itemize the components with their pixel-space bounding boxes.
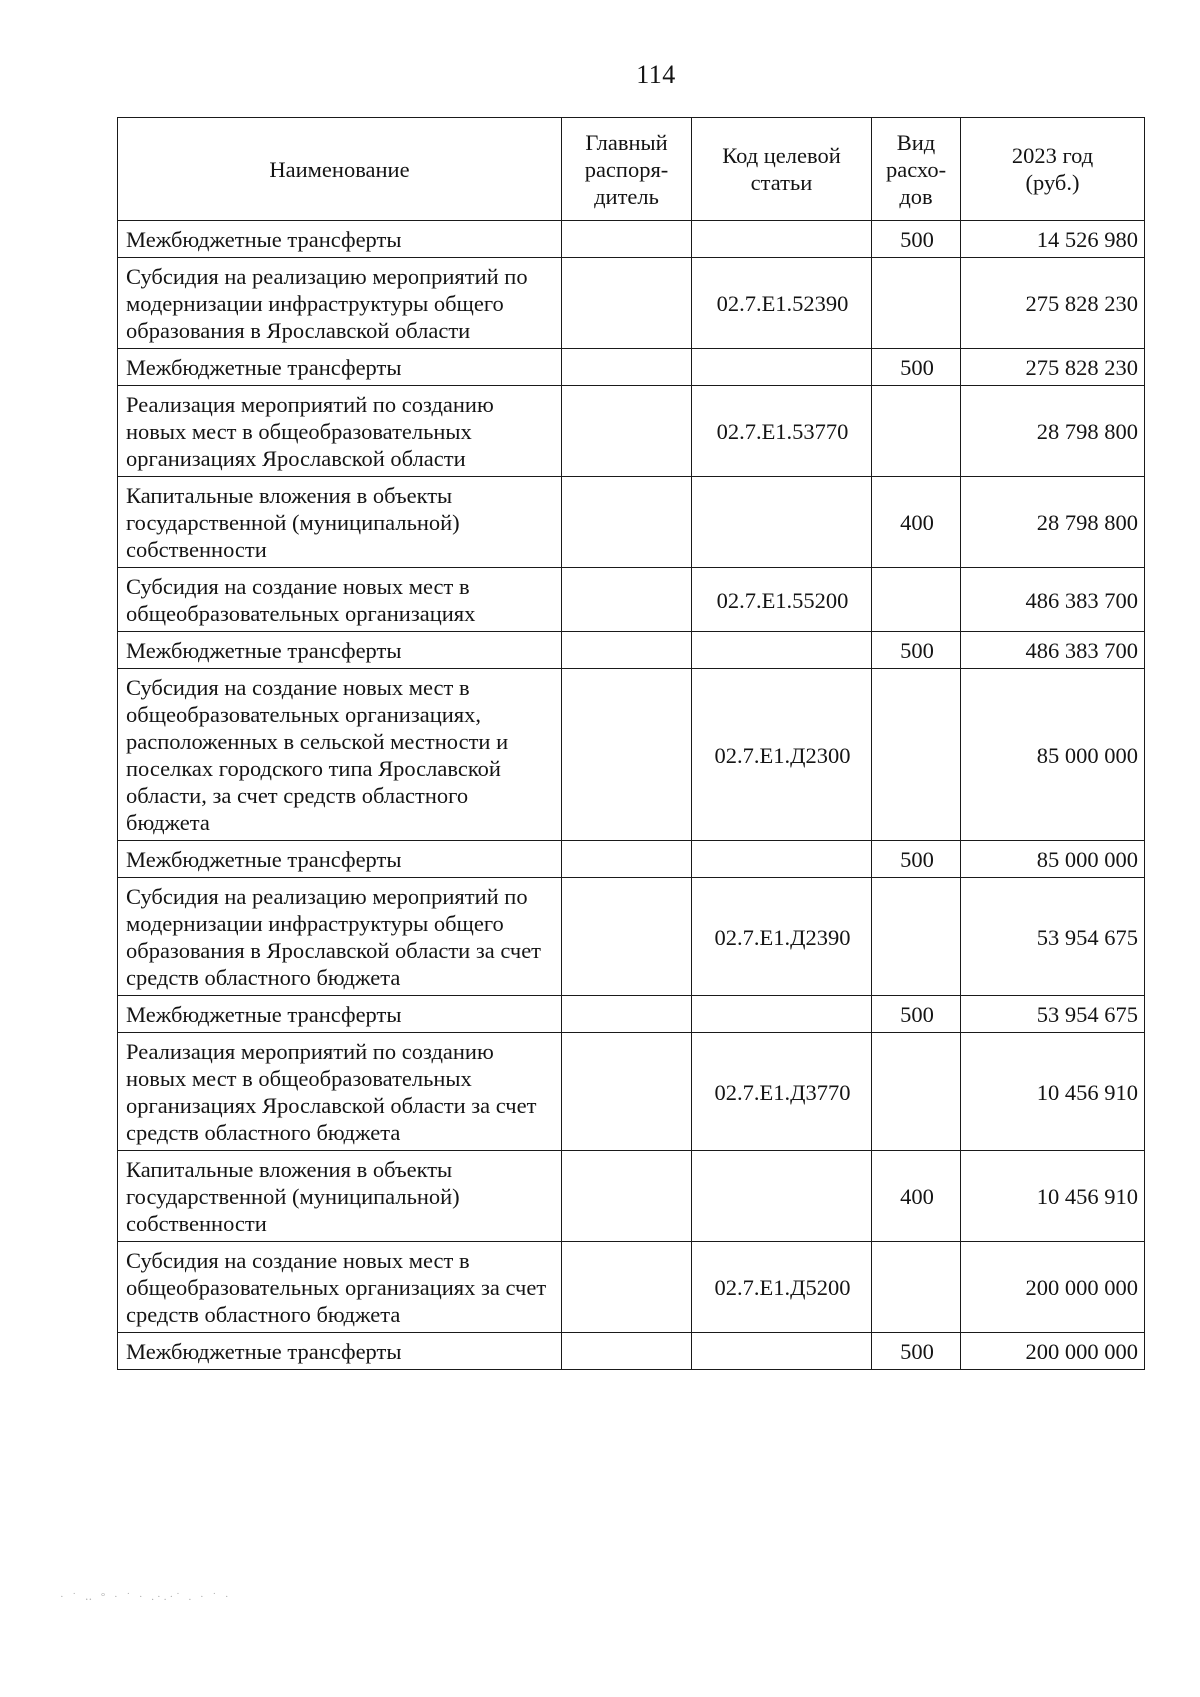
cell-name: Капитальные вложения в объекты государственной (муниципальной) собственности [118,1151,562,1242]
cell-name: Межбюджетные трансферты [118,632,562,669]
table-row [118,221,1145,258]
cell-code: 02.7.Е1.53770 [692,386,872,477]
cell-type: 400 [872,1151,961,1242]
cell-type: 500 [872,996,961,1033]
cell-code [692,841,872,878]
cell-code [692,996,872,1033]
cell-manager [562,996,692,1033]
cell-manager [562,669,692,841]
header-amount [961,118,1145,221]
cell-amount: 10 456 910 [961,1033,1145,1151]
cell-name: Капитальные вложения в объекты государственной (муниципальной) собственности [118,477,562,568]
table-row [118,349,1145,386]
cell-code [692,477,872,568]
cell-code: 02.7.Е1.55200 [692,568,872,632]
cell-manager [562,568,692,632]
cell-type: 500 [872,349,961,386]
cell-amount: 200 000 000 [961,1333,1145,1370]
cell-type [872,669,961,841]
header-code [692,118,872,221]
cell-amount: 53 954 675 [961,878,1145,996]
cell-name: Межбюджетные трансферты [118,1333,562,1370]
cell-type [872,258,961,349]
cell-manager [562,1242,692,1333]
table-body [118,221,1145,1370]
cell-amount: 486 383 700 [961,632,1145,669]
header-code-text: Код целевой статьи [722,143,841,195]
cell-amount: 14 526 980 [961,221,1145,258]
page-number: 114 [636,60,676,89]
table-row [118,1333,1145,1370]
cell-manager [562,841,692,878]
cell-type [872,568,961,632]
scan-artifact: · ˙ ‥ ° · ˙ · .·.·˙ . · ˙ · [60,1591,232,1603]
cell-manager [562,1033,692,1151]
cell-name: Реализация мероприятий по созданию новых мест в общеобразовательных организациях Ярославской области [118,386,562,477]
cell-code: 02.7.Е1.Д3770 [692,1033,872,1151]
cell-type [872,386,961,477]
cell-type: 500 [872,1333,961,1370]
cell-name: Субсидия на реализацию мероприятий по модернизации инфраструктуры общего образования в Ярославской области за счет средств областного бюджета [118,878,562,996]
cell-name: Межбюджетные трансферты [118,221,562,258]
cell-manager [562,349,692,386]
table-row [118,1242,1145,1333]
cell-amount: 486 383 700 [961,568,1145,632]
table-row [118,841,1145,878]
table-header-row [118,118,1145,221]
cell-amount: 28 798 800 [961,386,1145,477]
header-name: Наименование [118,118,562,221]
table-row [118,632,1145,669]
cell-manager [562,632,692,669]
cell-manager [562,258,692,349]
cell-type: 500 [872,841,961,878]
table-row [118,996,1145,1033]
cell-code [692,1333,872,1370]
cell-manager [562,1333,692,1370]
cell-amount: 275 828 230 [961,349,1145,386]
cell-amount: 85 000 000 [961,669,1145,841]
cell-amount: 275 828 230 [961,258,1145,349]
cell-name: Субсидия на реализацию мероприятий по модернизации инфраструктуры общего образования в Ярославской области [118,258,562,349]
cell-amount: 85 000 000 [961,841,1145,878]
cell-manager [562,1151,692,1242]
cell-manager [562,477,692,568]
table-row [118,1033,1145,1151]
cell-code: 02.7.Е1.Д2390 [692,878,872,996]
cell-name: Субсидия на создание новых мест в общеобразовательных организациях за счет средств областного бюджета [118,1242,562,1333]
cell-code [692,221,872,258]
cell-type: 500 [872,632,961,669]
header-amount-text: 2023 год (руб.) [1011,143,1094,195]
cell-amount: 10 456 910 [961,1151,1145,1242]
header-manager-text: Главный распоря-дитель [584,129,669,209]
cell-type: 500 [872,221,961,258]
cell-name: Межбюджетные трансферты [118,349,562,386]
cell-code: 02.7.Е1.52390 [692,258,872,349]
cell-code: 02.7.Е1.Д2300 [692,669,872,841]
header-manager [562,118,692,221]
table-row [118,386,1145,477]
cell-type [872,1242,961,1333]
cell-name: Реализация мероприятий по созданию новых мест в общеобразовательных организациях Ярославской области за счет средств областного бюджета [118,1033,562,1151]
cell-manager [562,221,692,258]
cell-amount: 200 000 000 [961,1242,1145,1333]
cell-name: Субсидия на создание новых мест в общеобразовательных организациях, расположенных в сельской местности и поселках городского типа Ярославской области, за счет средств областного бюджета [118,669,562,841]
cell-amount: 53 954 675 [961,996,1145,1033]
table-row [118,1151,1145,1242]
table-row [118,258,1145,349]
cell-type [872,878,961,996]
table-row [118,669,1145,841]
cell-code: 02.7.Е1.Д5200 [692,1242,872,1333]
cell-name: Межбюджетные трансферты [118,841,562,878]
cell-manager [562,878,692,996]
cell-type [872,1033,961,1151]
table-row [118,477,1145,568]
cell-name: Субсидия на создание новых мест в общеобразовательных организациях [118,568,562,632]
header-type-text: Вид расхо-дов [886,129,947,209]
budget-table [117,117,1145,1370]
cell-manager [562,386,692,477]
cell-code [692,632,872,669]
header-type [872,118,961,221]
cell-code [692,1151,872,1242]
cell-name: Межбюджетные трансферты [118,996,562,1033]
cell-amount: 28 798 800 [961,477,1145,568]
table-row [118,568,1145,632]
cell-type: 400 [872,477,961,568]
table-row [118,878,1145,996]
cell-code [692,349,872,386]
